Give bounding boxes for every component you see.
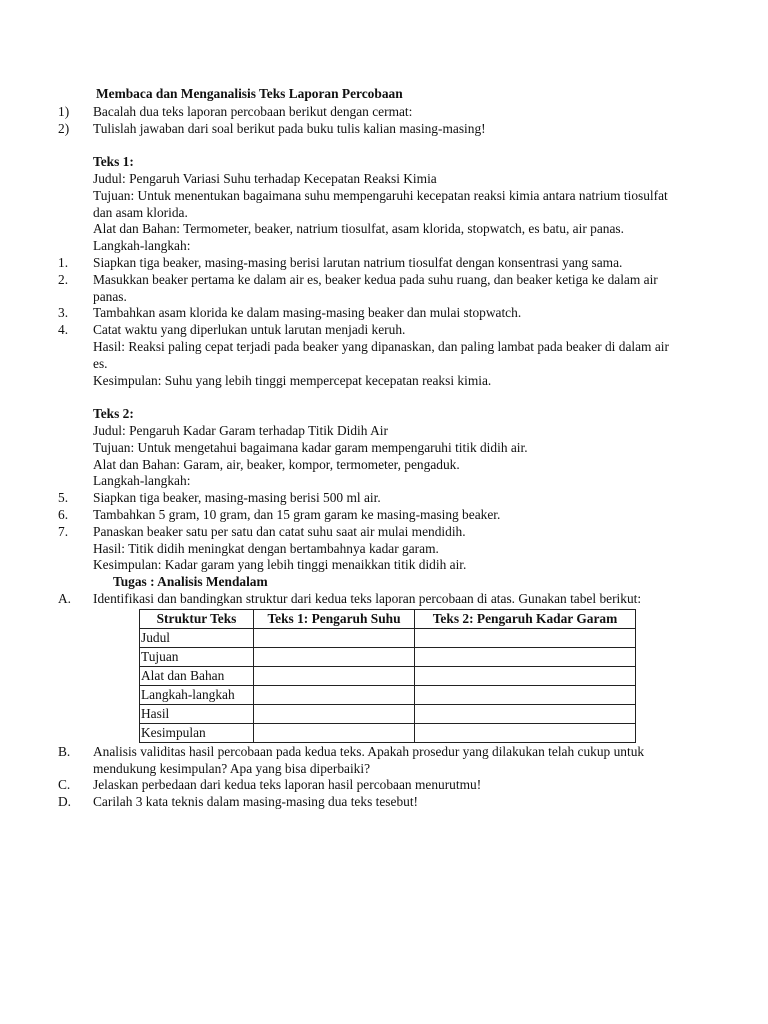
- step-number: 6.: [58, 506, 69, 522]
- table-cell-label: Judul: [140, 628, 254, 647]
- table-cell-empty: [254, 666, 415, 685]
- teks1-kesimpulan: Kesimpulan: Suhu yang lebih tinggi mempercepat kecepatan reaksi kimia.: [93, 372, 492, 388]
- table-cell-empty: [415, 704, 636, 723]
- tugas-heading: Tugas : Analisis Mendalam: [113, 574, 268, 590]
- teks1-step: [0, 305, 768, 322]
- table-cell-empty: [254, 704, 415, 723]
- teks2-alat-bahan: Alat dan Bahan: Garam, air, beaker, kompor, termometer, pengaduk.: [93, 456, 460, 472]
- instruction-number: 2): [58, 120, 70, 136]
- instruction-text: Tulislah jawaban dari soal berikut pada buku tulis kalian masing-masing!: [93, 120, 486, 136]
- teks2-step: [0, 490, 768, 507]
- table-cell-empty: [415, 723, 636, 742]
- teks1-step: [0, 322, 768, 339]
- table-row: [140, 647, 636, 666]
- table-header: Teks 1: Pengaruh Suhu: [254, 609, 415, 628]
- tugas-letter: C.: [58, 777, 71, 793]
- step-text: Masukkan beaker pertama ke dalam air es, beaker kedua pada suhu ruang, dan beaker ketiga ke dalam air panas.: [93, 271, 658, 304]
- teks1-tujuan: Tujuan: Untuk menentukan bagaimana suhu mempengaruhi kecepatan reaksi kimia antara natrium tiosulfat dan asam klorida.: [93, 187, 668, 220]
- teks2-hasil: Hasil: Titik didih meningkat dengan bertambahnya kadar garam.: [93, 540, 439, 556]
- table-row: [140, 723, 636, 742]
- step-number: 7.: [58, 523, 69, 539]
- table-row: [140, 628, 636, 647]
- tugas-letter: D.: [58, 794, 72, 810]
- step-number: 4.: [58, 322, 69, 338]
- comparison-table: [139, 609, 636, 743]
- spacer: [0, 389, 768, 406]
- teks1-alat-bahan: Alat dan Bahan: Termometer, beaker, natrium tiosulfat, asam klorida, stopwatch, es batu, air panas.: [93, 221, 624, 237]
- teks2-step: [0, 507, 768, 524]
- tugas-item-a: [0, 591, 768, 608]
- step-text: Siapkan tiga beaker, masing-masing berisi larutan natrium tiosulfat dengan konsentrasi yang sama.: [93, 254, 623, 270]
- document-page: [0, 86, 768, 811]
- tugas-text: Analisis validitas hasil percobaan pada kedua teks. Apakah prosedur yang dilakukan telah cukup untuk mendukung kesimpulan? Apa yang bisa diperbaiki?: [93, 743, 645, 776]
- teks2-heading: Teks 2:: [93, 406, 134, 422]
- table-row: [140, 666, 636, 685]
- tugas-text: Jelaskan perbedaan dari kedua teks laporan hasil percobaan menurutmu!: [93, 777, 482, 793]
- teks2-langkah-label: Langkah-langkah:: [93, 473, 191, 489]
- step-number: 5.: [58, 490, 69, 506]
- instruction-item: [0, 104, 768, 121]
- table-cell-label: Tujuan: [140, 647, 254, 666]
- step-number: 2.: [58, 271, 69, 287]
- table-row: [140, 704, 636, 723]
- teks1-heading: Teks 1:: [93, 154, 134, 170]
- tugas-text: Identifikasi dan bandingkan struktur dari kedua teks laporan percobaan di atas. Gunakan tabel berikut:: [93, 590, 642, 606]
- table-cell-empty: [254, 723, 415, 742]
- teks1-langkah-label: Langkah-langkah:: [93, 238, 191, 254]
- teks2-kesimpulan: Kesimpulan: Kadar garam yang lebih tinggi menaikkan titik didih air.: [93, 557, 467, 573]
- page-title: Membaca dan Menganalisis Teks Laporan Percobaan: [96, 86, 403, 101]
- instruction-text: Bacalah dua teks laporan percobaan berikut dengan cermat:: [93, 103, 413, 119]
- tugas-item-d: [0, 794, 768, 811]
- tugas-letter: B.: [58, 743, 71, 759]
- step-number: 3.: [58, 305, 69, 321]
- table-cell-empty: [415, 647, 636, 666]
- table-header: Teks 2: Pengaruh Kadar Garam: [415, 609, 636, 628]
- step-text: Catat waktu yang diperlukan untuk larutan menjadi keruh.: [93, 322, 406, 338]
- table-row: [140, 685, 636, 704]
- table-header-row: [140, 609, 636, 628]
- teks2-tujuan: Tujuan: Untuk mengetahui bagaimana kadar garam mempengaruhi titik didih air.: [93, 439, 528, 455]
- instruction-number: 1): [58, 103, 70, 119]
- tugas-letter: A.: [58, 590, 72, 606]
- step-text: Panaskan beaker satu per satu dan catat suhu saat air mulai mendidih.: [93, 523, 466, 539]
- table-cell-empty: [415, 685, 636, 704]
- table-cell-empty: [415, 628, 636, 647]
- instruction-item: [0, 121, 768, 138]
- teks1-judul: Judul: Pengaruh Variasi Suhu terhadap Kecepatan Reaksi Kimia: [93, 170, 437, 186]
- table-cell-empty: [254, 628, 415, 647]
- spacer: [0, 137, 768, 154]
- table-cell-label: Hasil: [140, 704, 254, 723]
- table-cell-empty: [415, 666, 636, 685]
- step-number: 1.: [58, 254, 69, 270]
- teks1-step: [0, 255, 768, 272]
- table-cell-label: Kesimpulan: [140, 723, 254, 742]
- teks1-hasil: Hasil: Reaksi paling cepat terjadi pada beaker yang dipanaskan, dan paling lambat pada beaker di dalam air es.: [93, 338, 669, 371]
- table-cell-empty: [254, 647, 415, 666]
- table-cell-empty: [254, 685, 415, 704]
- tugas-item-b: [0, 744, 768, 778]
- teks2-judul: Judul: Pengaruh Kadar Garam terhadap Titik Didih Air: [93, 422, 388, 438]
- step-text: Tambahkan asam klorida ke dalam masing-masing beaker dan mulai stopwatch.: [93, 305, 522, 321]
- teks2-step: [0, 524, 768, 541]
- step-text: Tambahkan 5 gram, 10 gram, dan 15 gram garam ke masing-masing beaker.: [93, 506, 501, 522]
- teks1-step: [0, 272, 768, 306]
- table-header: Struktur Teks: [140, 609, 254, 628]
- table-cell-label: Langkah-langkah: [140, 685, 254, 704]
- tugas-text: Carilah 3 kata teknis dalam masing-masing dua teks tesebut!: [93, 794, 419, 810]
- tugas-item-c: [0, 777, 768, 794]
- table-cell-label: Alat dan Bahan: [140, 666, 254, 685]
- step-text: Siapkan tiga beaker, masing-masing berisi 500 ml air.: [93, 490, 381, 506]
